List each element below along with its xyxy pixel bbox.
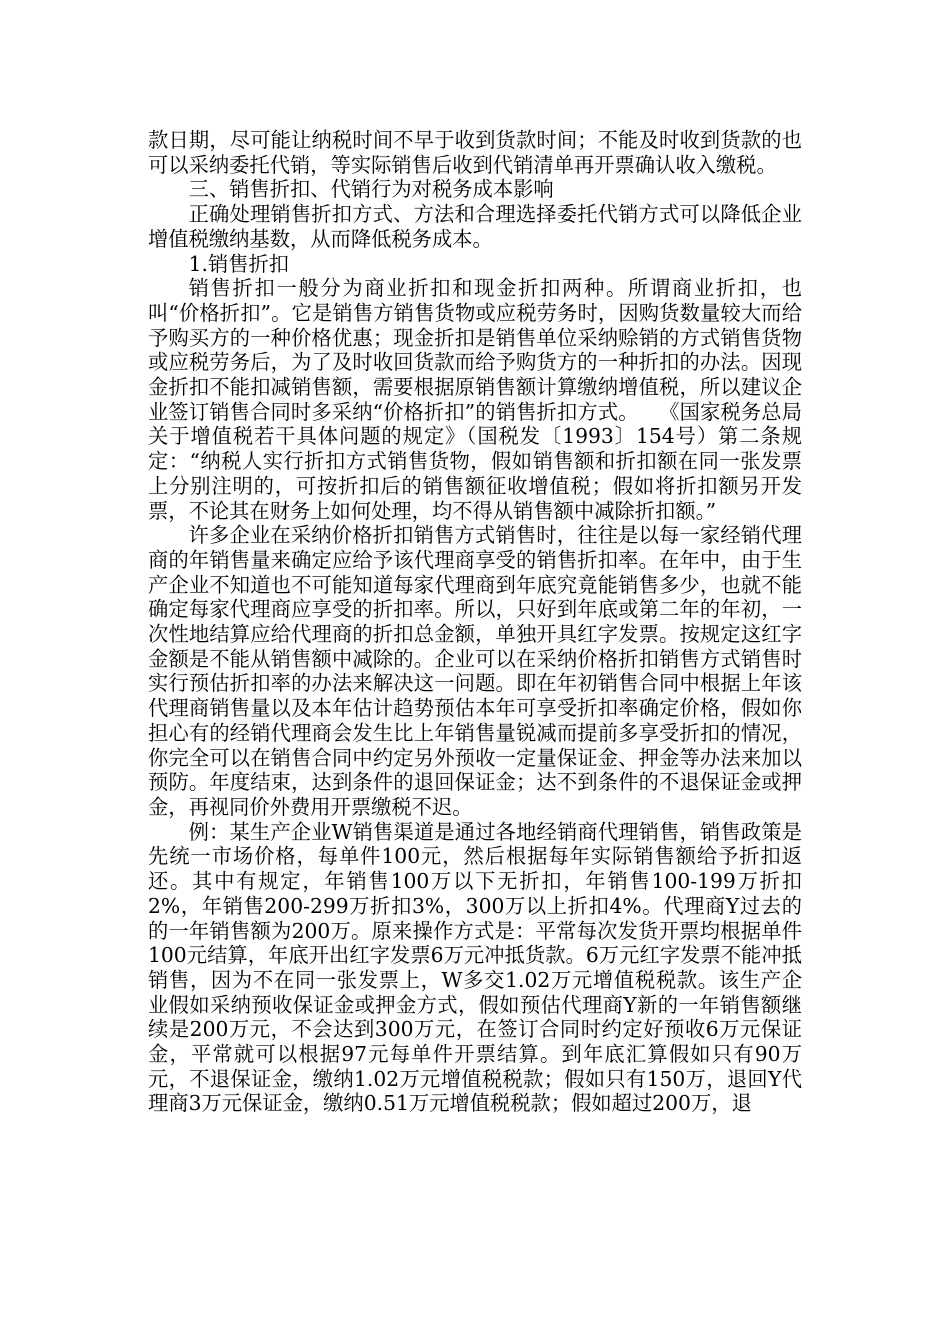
paragraph: 销售折扣一般分为商业折扣和现金折扣两种。所谓商业折扣，也叫“价格折扣”。它是销售方销售货物或应税劳务时，因购货数量较大而给予购买方的一种价格优惠；现金折扣是销售单位采纳赊销的方式销售货物或应税劳务后，为了及时收回货款而给予购货方的一种折扣的办法。因现金折扣不能扣减销售额，需要根据原销售额计算缴纳增值税，所以建议企业签订销售合同时多采纳“价格折扣”的销售折扣方式。 《国家税务总局关于增值税若干具体问题的规定》（国税发〔1993〕154号）第二条规定：“纳税人实行折扣方式销售货物，假如销售额和折扣额在同一张发票上分别注明的，可按折扣后的销售额征收增值税；假如将折扣额另开发票，不论其在财务上如何处理，均不得从销售额中减除折扣额。”	[148, 276, 802, 523]
section-heading: 三、销售折扣、代销行为对税务成本影响	[188, 177, 554, 202]
document-body	[148, 128, 802, 1116]
paragraph: 正确处理销售折扣方式、方法和合理选择委托代销方式可以降低企业增值税缴纳基数，从而降低税务成本。	[148, 202, 802, 251]
subsection-heading: 1.销售折扣	[188, 251, 290, 276]
paragraph-continuation: 款日期，尽可能让纳税时间不早于收到货款时间；不能及时收到货款的也可以采纳委托代销，等实际销售后收到代销清单再开票确认收入缴税。	[148, 128, 802, 177]
paragraph-example: 例：某生产企业W销售渠道是通过各地经销商代理销售，销售政策是先统一市场价格，每单件100元，然后根据每年实际销售额给予折扣返还。其中有规定，年销售100万以下无折扣，年销售100-199万折扣2%，年销售200-299万折扣3%，300万以上折扣4%。代理商Y过去的的一年销售额为200万。原来操作方式是：平常每次发货开票均根据单件100元结算，年底开出红字发票6万元冲抵货款。6万元红字发票不能冲抵销售，因为不在同一张发票上，W多交1.02万元增值税税款。该生产企业假如采纳预收保证金或押金方式，假如预估代理商Y新的一年销售额继续是200万元，不会达到300万元，在签订合同时约定好预收6万元保证金，平常就可以根据97元每单件开票结算。到年底汇算假如只有90万元，不退保证金，缴纳1.02万元增值税税款；假如只有150万，退回Y代理商3万元保证金，缴纳0.51万元增值税税款；假如超过200万，退	[148, 819, 802, 1116]
paragraph: 许多企业在采纳价格折扣销售方式销售时，往往是以每一家经销代理商的年销售量来确定应给予该代理商享受的销售折扣率。在年中，由于生产企业不知道也不可能知道每家代理商到年底究竟能销售多少，也就不能确定每家代理商应享受的折扣率。所以，只好到年底或第二年的年初，一次性地结算应给代理商的折扣总金额，单独开具红字发票。按规定这红字金额是不能从销售额中减除的。企业可以在采纳价格折扣销售方式销售时实行预估折扣率的办法来解决这一问题。即在年初销售合同中根据上年该代理商销售量以及本年估计趋势预估本年可享受折扣率确定价格，假如你担心有的经销代理商会发生比上年销售量锐减而提前多享受折扣的情况，你完全可以在销售合同中约定另外预收一定量保证金、押金等办法来加以预防。年度结束，达到条件的退回保证金；达不到条件的不退保证金或押金，再视同价外费用开票缴税不迟。	[148, 523, 802, 819]
